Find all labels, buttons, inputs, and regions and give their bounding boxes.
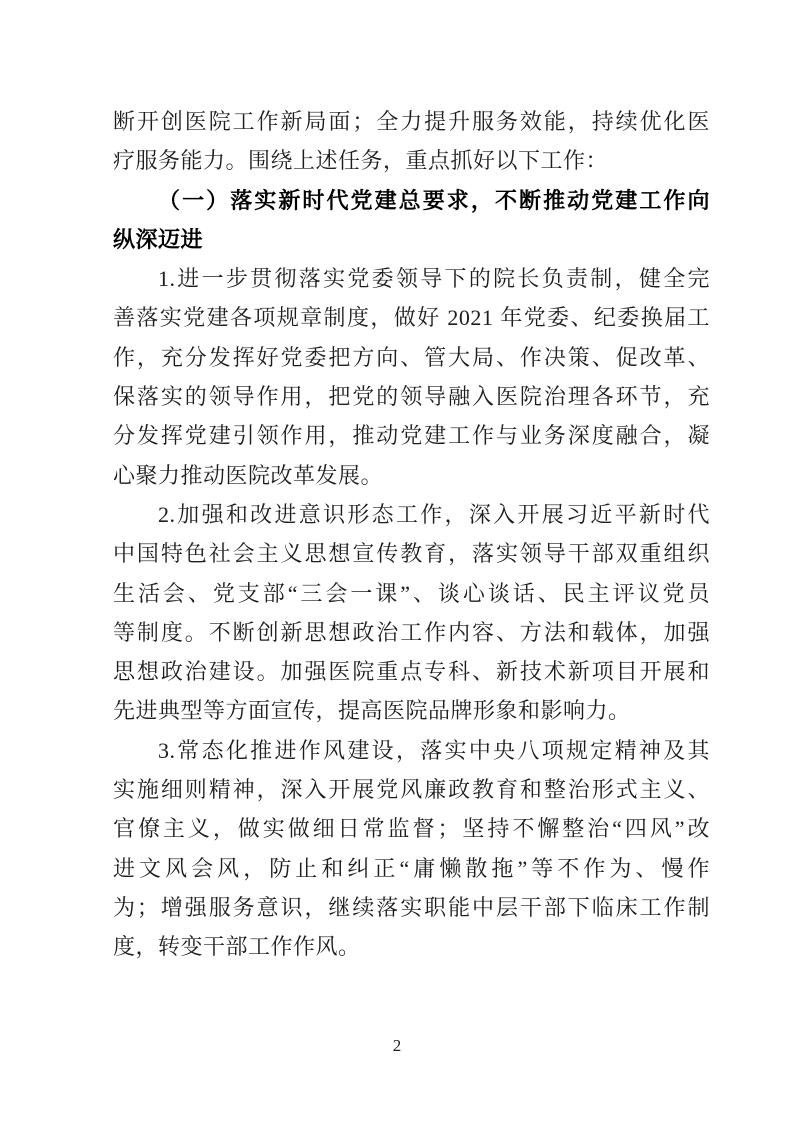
text-line: 2.加强和改进意识形态工作，深入开展习近平新时代 bbox=[158, 501, 710, 527]
text-line: 进文风会风，防止和纠正“庸懒散拖”等不作为、慢作 bbox=[113, 855, 710, 881]
text-line: 为；增强服务意识，继续落实职能中层干部下临床工作制 bbox=[113, 894, 710, 920]
text-line: 1.进一步贯彻落实党委领导下的院长负责制，健全完 bbox=[158, 266, 710, 292]
text-line: 疗服务能力。围绕上述任务，重点抓好以下工作： bbox=[113, 148, 609, 174]
text-line: 等制度。不断创新思想政治工作内容、方法和载体，加强 bbox=[113, 619, 710, 645]
text-line: 保落实的领导作用，把党的领导融入医院治理各环节，充 bbox=[113, 384, 710, 410]
heading-line: 纵深迈进 bbox=[113, 226, 204, 252]
text-line: 度，转变干部工作作风。 bbox=[113, 934, 361, 960]
text-line: 中国特色社会主义思想宣传教育，落实领导干部双重组织 bbox=[113, 541, 710, 567]
text-line: 实施细则精神，深入开展党风廉政教育和整治形式主义、 bbox=[113, 777, 710, 803]
paragraph-item-3 bbox=[113, 731, 710, 967]
text-line: 思想政治建设。加强医院重点专科、新技术新项目开展和 bbox=[113, 659, 710, 685]
paragraph-item-2 bbox=[113, 495, 710, 731]
text-line: 作，充分发挥好党委把方向、管大局、作决策、促改革、 bbox=[113, 344, 710, 370]
heading-line: （一）落实新时代党建总要求，不断推动党建工作向 bbox=[158, 187, 710, 213]
text-line: 心聚力推动医院改革发展。 bbox=[113, 462, 384, 488]
text-line: 先进典型等方面宣传，提高医院品牌形象和影响力。 bbox=[113, 698, 631, 724]
text-line: 分发挥党建引领作用，推动党建工作与业务深度融合，凝 bbox=[113, 423, 710, 449]
page-number: 2 bbox=[392, 1036, 402, 1055]
section-heading bbox=[113, 181, 710, 260]
text-line: 断开创医院工作新局面；全力提升服务效能，持续优化医 bbox=[113, 109, 710, 134]
paragraph-continuation bbox=[113, 102, 710, 181]
text-line: 生活会、党支部“三会一课”、谈心谈话、民主评议党员 bbox=[113, 580, 710, 606]
text-line: 官僚主义，做实做细日常监督；坚持不懈整治“四风”改 bbox=[113, 816, 710, 842]
paragraph-item-1 bbox=[113, 259, 710, 495]
text-line: 善落实党建各项规章制度，做好 2021 年党委、纪委换届工 bbox=[113, 305, 710, 331]
text-line: 3.常态化推进作风建设，落实中央八项规定精神及其 bbox=[158, 737, 710, 763]
document-body bbox=[113, 102, 710, 967]
